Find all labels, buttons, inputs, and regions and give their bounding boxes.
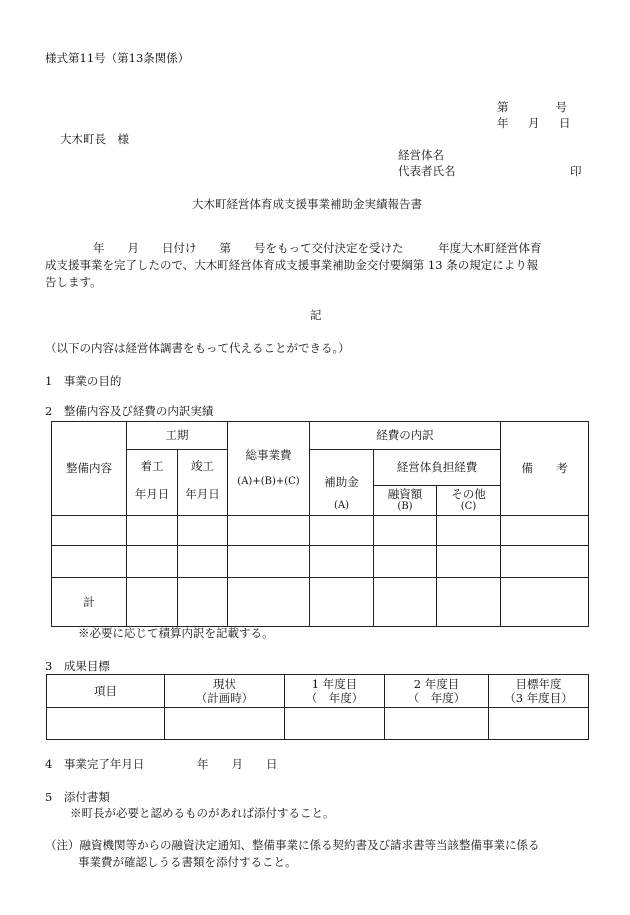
section-2-heading: 2 整備内容及び経費の内訳実績 [45,404,214,418]
goals-header-item: 項目 [47,675,165,708]
representative-label: 代表者氏名 [398,164,456,178]
body-text-line-1: 年 月 日付け 第 号をもって交付決定を受けた 年度大木町経営体育 [93,241,542,255]
goals-header-target: 目標年度 （3 年度目） [489,675,589,708]
note-intro: （以下の内容は経営体調書をもって代えることができる。） [45,341,350,355]
header-loan: 融資額 (B) [374,486,437,516]
header-remarks: 備 考 [501,422,589,516]
form-label: 様式第11号（第13条関係） [45,51,190,65]
attachment-note: ※町長が必要と認めるものがあれば添付すること。 [70,806,335,820]
body-text-line-3: 告します。 [45,275,102,289]
footnote-line-2: 事業費が確認しうる書類を添付すること。 [78,855,297,869]
document-date: 年 月 日 [497,116,575,130]
body-text-line-2: 成支援事業を完了したので、大木町経営体育成支援事業補助金交付要綱第 13 条の規定により報 [45,258,539,272]
table-row [52,516,589,546]
expense-table [51,421,589,627]
table-note: ※必要に応じて積算内訳を記載する。 [78,626,274,640]
table-row [47,708,589,740]
goals-header-year1: 1 年度目 （ 年度） [285,675,385,708]
goals-header-year2: 2 年度目 （ 年度） [385,675,489,708]
header-period: 工期 [127,422,228,450]
section-1-heading: 1 事業の目的 [45,374,122,388]
goals-table [46,674,589,740]
document-number: 第 号 [497,100,575,114]
table-total-row [52,578,589,627]
section-5-heading: 5 添付書類 [45,790,110,804]
header-item: 整備内容 [52,422,127,516]
section-4-heading: 4 事業完了年月日 [45,757,145,771]
header-end: 竣工 年月日 [178,450,228,516]
footnote-line-1: （注）融資機関等からの融資決定通知、整備事業に係る契約書及び請求書等当該整備事業に係る [45,838,540,852]
header-start: 着工 年月日 [127,450,178,516]
goals-header-current: 現状 （計画時） [165,675,285,708]
section-3-heading: 3 成果目標 [45,659,110,673]
ki-heading: 記 [310,308,322,322]
addressee: 大木町長 様 [60,132,129,146]
completion-date: 年 月 日 [197,757,278,771]
total-label: 計 [52,578,127,627]
header-subsidy: 補助金 (A) [310,450,374,516]
entity-name-label: 経営体名 [398,148,444,162]
header-total-cost: 総事業費 (A)+(B)+(C) [228,422,310,516]
header-breakdown: 経費の内訳 [310,422,501,450]
table-row [52,546,589,578]
header-self-burden: 経営体負担経費 [374,450,501,486]
header-other: その他 (C) [437,486,501,516]
seal-mark: 印 [570,164,582,178]
page-title: 大木町経営体育成支援事業補助金実績報告書 [192,197,422,211]
